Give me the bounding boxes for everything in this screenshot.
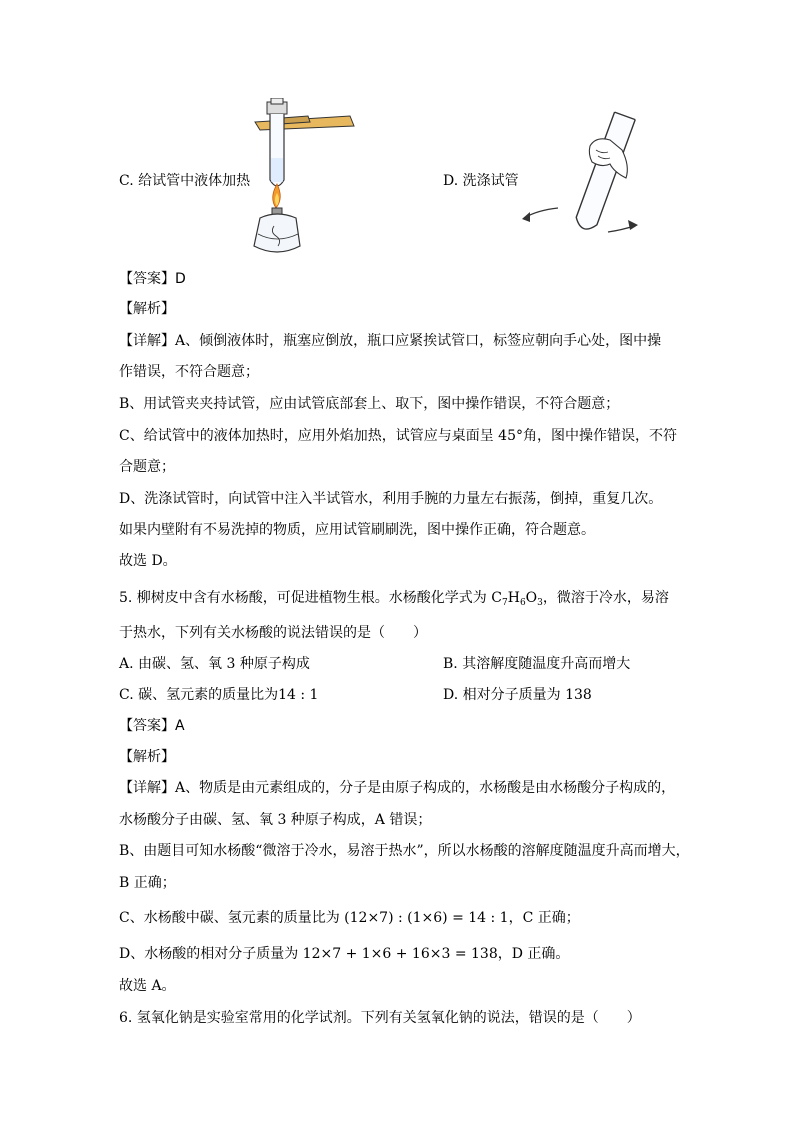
q5-stem-text: 5. 柳树皮中含有水杨酸，可促进植物生根。水杨酸化学式为 [119, 590, 492, 606]
q5-option-c: C. 碳、氢元素的质量比为14 : 1 [119, 687, 319, 703]
q4-analysis-line: C、给试管中的液体加热时，应用外焰加热，试管应与桌面呈 45°角，图中操作错误，不符 [119, 428, 677, 444]
q5-stem-line-2: 于热水，下列有关水杨酸的说法错误的是（ ） [119, 625, 427, 641]
q4-analysis-line: D、洗涤试管时，向试管中注入半试管水，利用手腕的力量左右振荡，倒掉，重复几次。 [119, 491, 663, 507]
q4-option-c: C. 给试管中液体加热 [119, 173, 251, 189]
q4-option-d: D. 洗涤试管 [443, 173, 519, 189]
q5-analysis-line: 水杨酸分子由碳、氢、氧 3 种原子构成，A 错误； [119, 812, 432, 828]
q5-stem-text: ，微溶于冷水，易溶 [542, 590, 669, 606]
q5-analysis-line: 【详解】A、物质是由元素组成的，分子是由原子构成的，水杨酸是由水杨酸分子构成的， [119, 780, 676, 796]
q4-analysis-line: 如果内壁附有不易洗掉的物质，应用试管刷刷洗，图中操作正确，符合题意。 [119, 522, 595, 538]
q6-stem: 6. 氢氧化钠是实验室常用的化学试剂。下列有关氢氧化钠的说法，错误的是（ ） [119, 1010, 641, 1026]
q5-option-a: A. 由碳、氢、氧 3 种原子构成 [119, 656, 310, 672]
q4-analysis-heading: 【解析】 [119, 301, 175, 317]
q4-analysis-line: 作错误，不符合题意； [119, 364, 259, 380]
q5-analysis-line: C、水杨酸中碳、氢元素的质量比为 (12×7) : (1×6) = 14 : 1，C 正确； [119, 910, 580, 926]
q4-analysis-line: 故选 D。 [119, 553, 177, 569]
q4-analysis-line: B、用试管夹夹持试管，应由试管底部套上、取下，图中操作错误，不符合题意； [119, 396, 620, 412]
q5-analysis-line: 故选 A。 [119, 978, 176, 994]
q5-option-b: B. 其溶解度随温度升高而增大 [443, 656, 631, 672]
q5-analysis-line: B、由题目可知水杨酸“微溶于冷水，易溶于热水”，所以水杨酸的溶解度随温度升高而增大， [119, 843, 690, 859]
q5-stem-line-1 [119, 590, 669, 611]
q4-analysis-line: 【详解】A、倾倒液体时，瓶塞应倒放，瓶口应紧挨试管口，标签应朝向手心处，图中操 [119, 333, 662, 349]
salicylic-acid-formula: $C_7H_6O_3$ [491, 590, 543, 608]
heating-test-tube-illustration [250, 98, 360, 260]
q5-analysis-line: B 正确； [119, 875, 176, 891]
q5-option-d: D. 相对分子质量为 138 [443, 687, 592, 703]
q5-analysis-line: D、水杨酸的相对分子质量为 12×7 + 1×6 + 16×3 = 138，D 正确。 [119, 946, 570, 962]
q5-analysis-heading: 【解析】 [119, 749, 175, 765]
q4-answer: 【答案】D [119, 271, 186, 287]
q4-analysis-line: 合题意； [119, 459, 175, 475]
q5-answer: 【答案】A [119, 718, 185, 734]
washing-test-tube-illustration [518, 106, 648, 246]
